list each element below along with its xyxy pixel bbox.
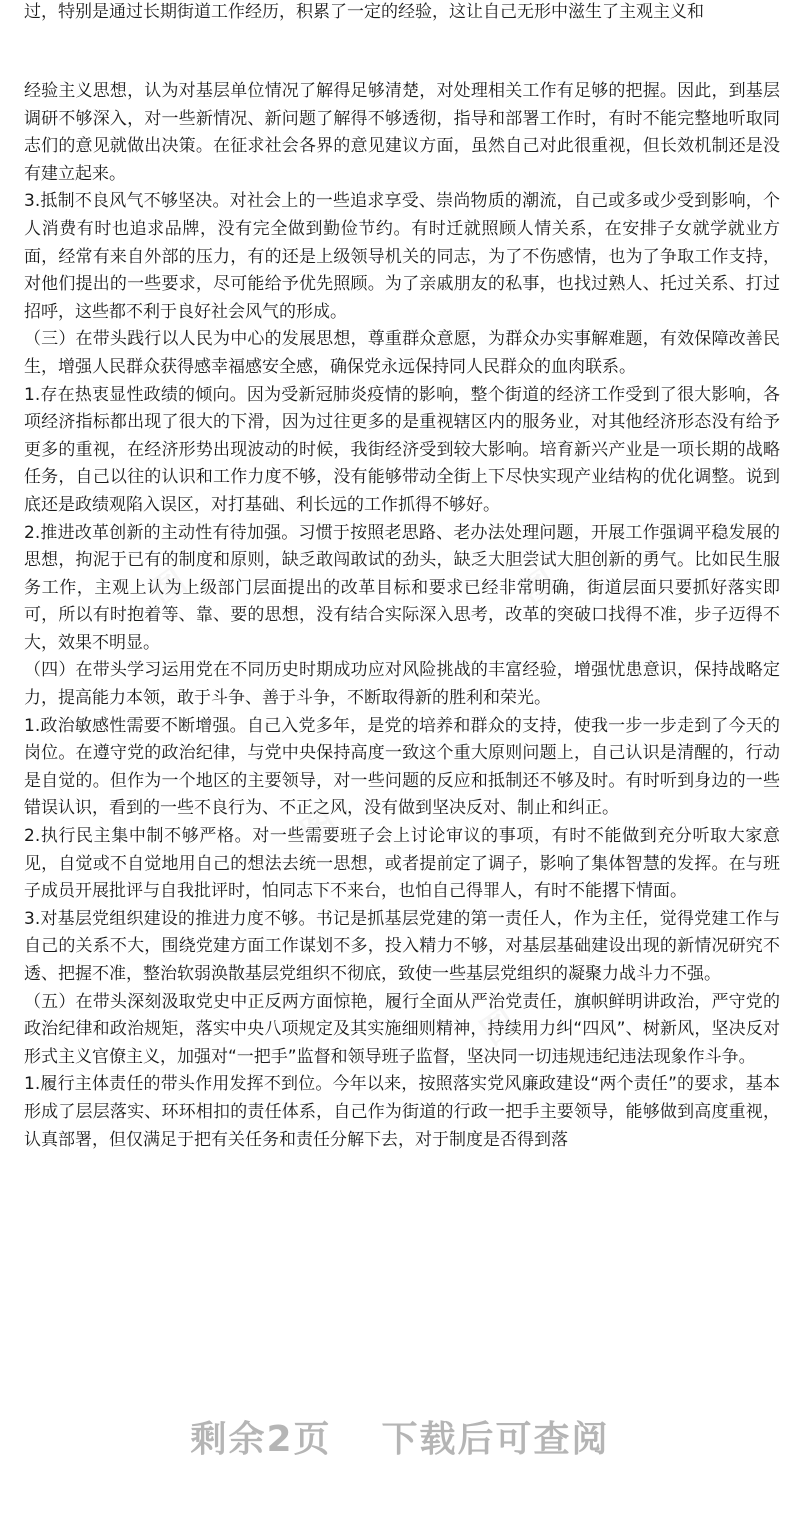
document-paragraph: 1.履行主体责任的带头作用发挥不到位。今年以来，按照落实党风廉政建设“两个责任”的要求，基本形成了层层落实、环环相扣的责任体系，自己作为街道的行政一把手主要领导，能够做到高度重视，认真部署，但仅满足于把有关任务和责任分解下去，对于制度是否得到落 xyxy=(24,1074,780,1150)
document-body xyxy=(24,78,780,1154)
document-top-line: 过，特别是通过长期街道工作经历，积累了一定的经验，这让自己无形中滋生了主观主义和 xyxy=(24,2,704,22)
document-paragraph: （三）在带头践行以人民为中心的发展思想，尊重群众意愿，为群众办实事解难题，有效保障改善民生，增强人民群众获得感幸福感安全感，确保党永远保持同人民群众的血肉联系。 xyxy=(24,329,780,377)
download-to-view-text: 下载后可查阅 xyxy=(381,1419,610,1460)
document-paragraph: （四）在带头学习运用党在不同历史时期成功应对风险挑战的丰富经验，增强忧患意识，保持战略定力，提高能力本领，敢于斗争、善于斗争，不断取得新的胜利和荣光。 xyxy=(24,660,780,709)
document-paragraph: 1.存在热衷显性政绩的倾向。因为受新冠肺炎疫情的影响，整个街道的经济工作受到了很大影响，各项经济指标都出现了很大的下滑，因为过往更多的是重视辖区内的服务业，对其他经济形态没有给予更多的重视，在经济形势出现波动的时候，我街经济受到较大影响。培育新兴产业是一项长期的战略任务，自己以往的认识和工作力度不够，没有能够带动全街上下尽快实现产业结构的优化调整。说到底还是政绩观陷入误区，对打基础、利长远的工作抓得不够好。 xyxy=(24,384,780,515)
document-paragraph: 3.抵制不良风气不够坚决。对社会上的一些追求享受、崇尚物质的潮流，自己或多或少受到影响，个人消费有时也追求品牌，没有完全做到勤俭节约。有时迁就照顾人情关系，在安排子女就学就业方面，经常有来自外部的压力，有的还是上级领导机关的同志，为了不伤感情，也为了争取工作支持，对他们提出的一些要求，尽可能给予优先照顾。为了亲戚朋友的私事，也找过熟人、托过关系、打过招呼，这些都不利于良好社会风气的形成。 xyxy=(24,191,780,322)
document-paragraph: 2.执行民主集中制不够严格。对一些需要班子会上讨论审议的事项，有时不能做到充分听取大家意见，自觉或不自觉地用自己的想法去统一思想，或者提前定了调子，影响了集体智慧的发挥。在与班子成员开展批评与自我批评时，怕同志下不来台，也怕自己得罪人，有时不能撂下情面。 xyxy=(24,826,780,902)
document-paragraph: 2.推进改革创新的主动性有待加强。习惯于按照老思路、老办法处理问题，开展工作强调平稳发展的思想，拘泥于已有的制度和原则，缺乏敢闯敢试的劲头，缺乏大胆尝试大胆创新的勇气。比如民生服务工作，主观上认为上级部门层面提出的改革目标和要求已经非常明确，街道层面只要抓好落实即可，所以有时抱着等、靠、要的思想，没有结合实际深入思考，改革的突破口找得不准，步子迈得不大，效果不明显。 xyxy=(24,522,780,653)
document-paragraph: 经验主义思想，认为对基层单位情况了解得足够清楚，对处理相关工作有足够的把握。因此，到基层调研不够深入，对一些新情况、新问题了解得不够透彻，指导和部署工作时，有时不能完整地听取同志们的意见就做出决策。在征求社会各界的意见建议方面，虽然自己对此很重视，但长效机制还是没有建立起来。 xyxy=(24,81,780,184)
document-top-line-block xyxy=(24,0,780,24)
document-paragraph: 3.对基层党组织建设的推进力度不够。书记是抓基层党建的第一责任人，作为主任，觉得党建工作与自己的关系不大，围绕党建方面工作谋划不多，投入精力不够，对基层基础建设出现的新情况研究不透、把握不准，整治软弱涣散基层党组织不彻底，致使一些基层党组织的凝聚力战斗力不强。 xyxy=(24,908,780,984)
document-paragraph: 1.政治敏感性需要不断增强。自己入党多年，是党的培养和群众的支持，使我一步一步走到了今天的岗位。在遵守党的政治纪律，与党中央保持高度一致这个重大原则问题上，自己认识是清醒的，行动是自觉的。但作为一个地区的主要领导，对一些问题的反应和抵制还不够及时。有时听到身边的一些错误认识，看到的一些不良行为、不正之风，没有做到坚决反对、制止和纠正。 xyxy=(24,715,780,819)
remaining-pages-text: 剩余2页 xyxy=(190,1419,332,1460)
document-paragraph: （五）在带头深刻汲取党史中正反两方面惊艳，履行全面从严治党责任，旗帜鲜明讲政治，严守党的政治纪律和政治规矩，落实中央八项规定及其实施细则精神，持续用力纠“四风”、树新风，坚决反对形式主义官僚主义，加强对“一把手”监督和领导班子监督，坚决同一切违规违纪违法现象作斗争。 xyxy=(24,991,780,1067)
download-banner[interactable] xyxy=(0,1405,800,1475)
